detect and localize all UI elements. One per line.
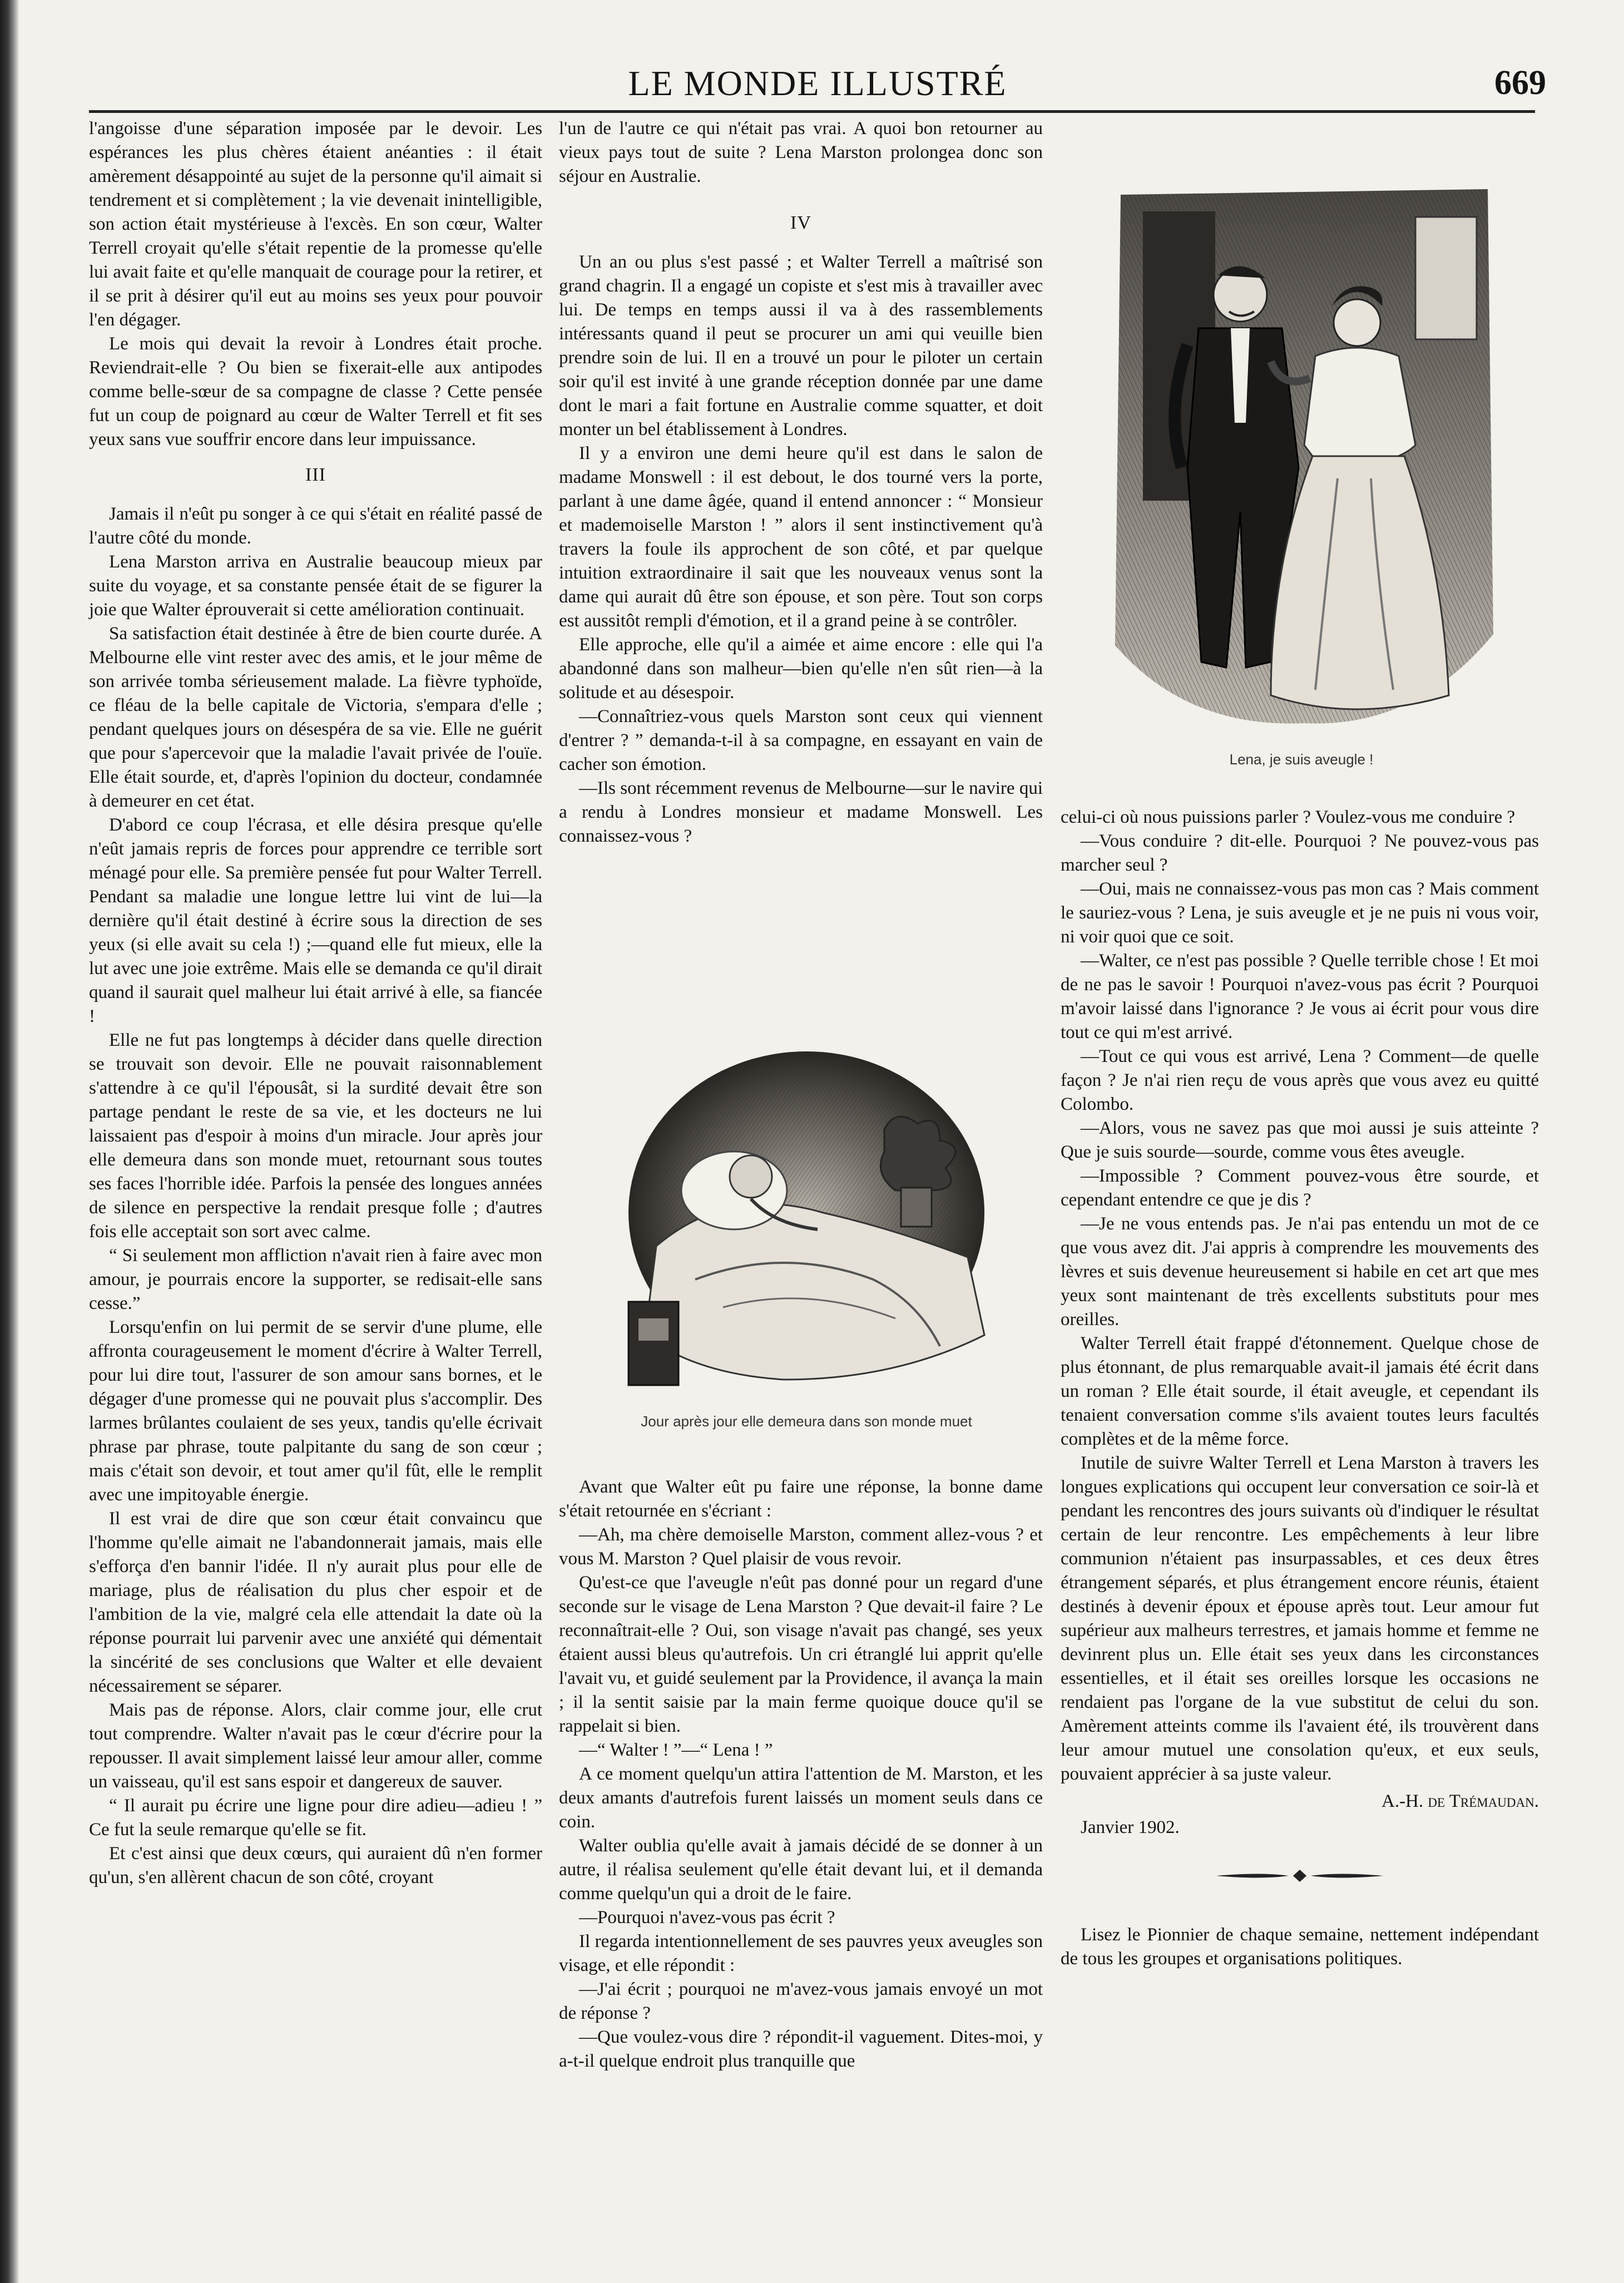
paragraph: Elle ne fut pas longtemps à décider dans quelle direction se trouvait son devoir. Elle ne pouvait raisonnablement s'attendre à ce qu'il l'épousât, si la surdité devait être son partage pendant le reste de sa vie, et les docteurs ne lui laissaient pas d'espoir à moins d'un miracle. Jour après jour elle demeura dans son monde muet, retournant sous toutes ses faces l'horrible idée. Parfois la pensée des longues années de silence en perspective la rendait presque folle ; d'autres fois elle acceptait son sort avec calme. — [89, 1030, 542, 1242]
article-date: Janvier 1902. — [1081, 1817, 1180, 1837]
paragraph: —“ Walter ! ”—“ Lena ! ” — [579, 1740, 773, 1760]
section-heading-iii: III — [305, 464, 326, 485]
paragraph: l'un de l'autre ce qui n'était pas vrai. A quoi bon retourner au vieux pays tout de suite ? Lena Marston prolongea donc son séjour en Australie. — [559, 118, 1043, 186]
paragraph: —Que voulez-vous dire ? répondit-il vaguement. Dites-moi, y a-t-il quelque endroit plus tranquille que — [559, 2027, 1043, 2071]
pionnier-notice — [1061, 1923, 1539, 1971]
paragraph: —Vous conduire ? dit-elle. Pourquoi ? Ne pouvez-vous pas marcher seul ? — [1061, 831, 1539, 875]
paragraph: —Walter, ce n'est pas possible ? Quelle terrible chose ! Et moi de ne pas le savoir ! Pourquoi n'avez-vous pas écrit ? Pourquoi m'avoir laissé dans l'ignorance ? Je vous ai écrit pour vous dire tout ce qui m'est arrivé. — [1061, 951, 1539, 1042]
column-1 — [89, 117, 542, 1890]
page-binding-shadow — [0, 0, 19, 2283]
paragraph: D'abord ce coup l'écrasa, et elle désira presque qu'elle n'eût jamais repris de forces pour apprendre ce terrible sort ménagé pour elle. Sa première pensée fut pour Walter Terrell. Pendant sa maladie une longue lettre lui vint de lui—la dernière qu'il était destiné à écrire sous la direction de ses yeux (si elle avait su cela !) ;—quand elle fut mieux, elle la lut avec une joie extrême. Mais elle se demanda ce qu'il dirait quand il saurait quel malheur lui était arrivé à elle, sa fiancée ! — [89, 815, 542, 1026]
illustration-sickbed — [584, 1046, 1029, 1407]
paragraph: A ce moment quelqu'un attira l'attention de M. Marston, et les deux amants d'autrefois furent laissés un moment seuls dans ce coin. — [559, 1764, 1043, 1832]
ornament-divider-icon — [1216, 1867, 1383, 1884]
section-heading-iv: IV — [790, 213, 811, 233]
column-2-bottom — [559, 1475, 1043, 2073]
paragraph: Lorsqu'enfin on lui permit de se servir d'une plume, elle affronta courageusement le moment d'écrire à Walter Terrell, pour lui dire tout, l'assurer de son amour sans bornes, et le dégager d'une promesse qui ne pouvait plus s'accomplir. Des larmes brûlantes coulaient de ses yeux, tandis qu'elle écrivait phrase par phrase, toute palpitante du sang de son cœur ; mais c'était son devoir, et tout amer qu'il fût, elle le remplit avec une impitoyable énergie. — [89, 1317, 542, 1505]
paragraph: Jamais il n'eût pu songer à ce qui s'était en réalité passé de l'autre côté du monde. — [89, 504, 542, 548]
page-number: 669 — [1494, 64, 1546, 102]
paragraph: Inutile de suivre Walter Terrell et Lena Marston à travers les longues explications qui occupent leur conversation ce soir-là et pendant les rencontres des jours suivants où d'indiquer le résultat certain de leur rencontre. Les empêchements à leur libre communion n'étaient pas insurpassables, et ces deux êtres étrangement séparés, et plus étrangement encore réunis, étaient destinés à devenir époux et épouse après tout. Leur amour fut supérieur aux malheurs terrestres, et jamais homme et femme ne devinrent plus un. Elle était ses yeux dans les circonstances essentielles, et il était ses oreilles lorsque les occasions ne rendaient pas l'organe de la vue substitut de celui du son. Amèrement atteints comme ils l'avaient été, ils trouvèrent dans leur amour mutuel une consolation qu'eux, et eux seuls, pouvaient apprécier à sa juste valeur. — [1061, 1453, 1539, 1784]
reception-engraving — [1104, 178, 1499, 734]
paragraph: l'angoisse d'une séparation imposée par le devoir. Les espérances les plus chères étaient anéanties : il était amèrement désappointé au sujet de la personne qu'il aimait si tendrement et si complètement ; la vie devenait inintelligible, son action était mystérieuse à l'excès. En son cœur, Walter Terrell croyait qu'elle s'était repentie de la promesse qu'elle lui avait faite et qu'elle manquait de courage pour la retirer, et il se prit à désirer qu'il eut au moins ses yeux pour pouvoir l'en dégager. — [89, 118, 542, 330]
paragraph: Il est vrai de dire que son cœur était convaincu que l'homme qu'elle aimait ne l'abandonnerait jamais, mais elle s'efforça d'en bannir l'idée. Il n'y aurait plus pour elle de mariage, plus de réalisation du plus cher espoir et de l'ambition de la vie, malgré cela elle attendait la date où la réponse pourrait lui parvenir avec une anxiété qui démentait la sincérité de ses conclusions que Walter et elle devaient nécessairement se séparer. — [89, 1509, 542, 1696]
masthead-title: LE MONDE ILLUSTRÉ — [628, 63, 1007, 103]
notice-text: Lisez le Pionnier de chaque semaine, nettement indépendant de tous les groupes et organisations politiques. — [1061, 1925, 1539, 1969]
paragraph: —Je ne vous entends pas. Je n'ai pas entendu un mot de ce que vous avez dit. J'ai appris à comprendre les mouvements des lèvres et suis devenue heureusement si habile en cet art que mes yeux sont maintenant de très excellents substituts pour mes oreilles. — [1061, 1214, 1539, 1330]
illustration-reception — [1104, 178, 1499, 734]
paragraph: Qu'est-ce que l'aveugle n'eût pas donné pour un regard d'une seconde sur le visage de Lena Marston ? Que devait-il faire ? Le reconnaîtrait-elle ? Oui, son visage n'avait pas changé, ses yeux étaient aussi bleus qu'autrefois. Un cri étranglé lui apprit qu'elle l'avait vu, et guidé seulement par la Providence, il avança la main ; il la sentit saisie par la main ferme quoique douce qu'il se rappelait si bien. — [559, 1573, 1043, 1736]
column-3 — [1061, 806, 1539, 1971]
paragraph: Il regarda intentionnellement de ses pauvres yeux aveugles son visage, et elle répondit : — [559, 1931, 1043, 1975]
illustration-caption-top: Lena, je suis aveugle ! — [1229, 751, 1374, 768]
paragraph: —Pourquoi n'avez-vous pas écrit ? — [579, 1908, 835, 1928]
paragraph: celui-ci où nous puissions parler ? Voulez-vous me conduire ? — [1061, 807, 1516, 827]
paragraph: Sa satisfaction était destinée à être de bien courte durée. A Melbourne elle vint rester avec des amis, et le jour même de son arrivée tomba sérieusement malade. La fièvre typhoïde, ce fléau de la belle capitale de Victoria, s'empara d'elle ; pendant quelques jours on désespéra de sa vie. Elle ne guérit que pour s'apercevoir que la maladie l'avait privée de l'ouïe. Elle était sourde, et, d'après l'opinion du docteur, condamnée à demeurer en cet état. — [89, 624, 542, 811]
paragraph: Elle approche, elle qu'il a aimée et aime encore : elle qui l'a abandonné dans son malheur—bien qu'elle n'en sût rien—à la solitude et au désespoir. — [559, 635, 1043, 703]
paragraph: Mais pas de réponse. Alors, clair comme jour, elle crut tout comprendre. Walter n'avait pas le cœur d'écrire pour la repousser. Il avait simplement laissé leur amour aller, comme un vaisseau, qu'il est sans espoir et dangereux de sauver. — [89, 1700, 542, 1792]
paragraph: “ Si seulement mon affliction n'avait rien à faire avec mon amour, je pourrais encore la supporter, se redisait-elle sans cesse.” — [89, 1246, 542, 1313]
paragraph: —Connaîtriez-vous quels Marston sont ceux qui viennent d'entrer ? ” demanda-t-il à sa compagne, en essayant en vain de cacher son émotion. — [559, 706, 1043, 774]
paragraph: Lena Marston arriva en Australie beaucoup mieux par suite du voyage, et sa constante pensée était de se figurer la joie que Walter éprouverait si cette amélioration continuait. — [89, 552, 542, 620]
column-2-top — [559, 117, 1043, 848]
paragraph: —Oui, mais ne connaissez-vous pas mon cas ? Mais comment le sauriez-vous ? Lena, je suis aveugle et je ne puis ni vous voir, ni voir quoi que ce soit. — [1061, 879, 1539, 947]
paragraph: —Impossible ? Comment pouvez-vous être sourde, et cependant entendre ce que je dis ? — [1061, 1166, 1539, 1210]
paragraph: Il y a environ une demi heure qu'il est dans le salon de madame Monswell : il est debout, le dos tourné vers la porte, parlant à une dame âgée, quand il entend annoncer : “ Monsieur et mademoiselle Marston ! ” alors il sent instinctivement qu'à travers la foule ils approchent de son côté, et par quelque intuition extraordinaire il sait que les nouveaux venus sont la dame qui aurait dû être son épouse, et son père. Tout son corps est aussitôt rempli d'émotion, et il a grand peine à se contrôler. — [559, 443, 1043, 631]
paragraph: —Ah, ma chère demoiselle Marston, comment allez-vous ? et vous M. Marston ? Quel plaisir de vous revoir. — [559, 1525, 1043, 1569]
paragraph: “ Il aurait pu écrire une ligne pour dire adieu—adieu ! ” Ce fut la seule remarque qu'elle se fit. — [89, 1796, 542, 1840]
paragraph: —Alors, vous ne savez pas que moi aussi je suis atteinte ? Que je suis sourde—sourde, comme vous êtes aveugle. — [1061, 1118, 1539, 1162]
paragraph: —Ils sont récemment revenus de Melbourne—sur le navire qui a rendu à Londres monsieur et madame Monswell. Les connaissez-vous ? — [559, 778, 1043, 846]
paragraph: —J'ai écrit ; pourquoi ne m'avez-vous jamais envoyé un mot de réponse ? — [559, 1979, 1043, 2023]
paragraph: Avant que Walter eût pu faire une réponse, la bonne dame s'était retournée en s'écriant : — [559, 1477, 1043, 1521]
paragraph: —Tout ce qui vous est arrivé, Lena ? Comment—de quelle façon ? Je n'ai rien reçu de vous après que vous avez eu quitté Colombo. — [1061, 1046, 1539, 1114]
author-signature: A.-H. de Trémaudan. — [1381, 1791, 1539, 1811]
paragraph: Le mois qui devait la revoir à Londres était proche. Reviendrait-elle ? Ou bien se fixerait-elle aux antipodes comme belle-sœur de sa compagne de classe ? Cette pensée fut un coup de poignard au cœur de Walter Terrell et fit ses yeux sans vue souffrir encore dans leur impuissance. — [89, 334, 542, 449]
sickbed-engraving — [584, 1046, 1029, 1407]
header-rule — [89, 110, 1535, 113]
paragraph: Walter oublia qu'elle avait à jamais décidé de se donner à un autre, il réalisa seulement qu'elle était devant lui, et il demanda comme quelqu'un qui a droit de le faire. — [559, 1836, 1043, 1904]
paragraph: Walter Terrell était frappé d'étonnement. Quelque chose de plus étonnant, de plus remarquable avait-il jamais été écrit dans un roman ? Elle était sourde, il était aveugle, et cependant ils tenaient conversation comme s'ils avaient toutes leurs facultés complètes et de la même force. — [1061, 1333, 1539, 1449]
paragraph: Et c'est ainsi que deux cœurs, qui auraient dû n'en former qu'un, s'en allèrent chacun de son côté, croyant — [89, 1844, 542, 1887]
illustration-caption-middle: Jour après jour elle demeura dans son monde muet — [641, 1413, 972, 1430]
paragraph: Un an ou plus s'est passé ; et Walter Terrell a maîtrisé son grand chagrin. Il a engagé un copiste et s'est mis à travailler avec lui. De temps en temps aussi il va à des rassemblements intéressants quand il peut se procurer un ami qui veuille bien prendre soin de lui. Il en a trouvé un pour le piloter un certain soir qu'il est invité à une grande réception donnée par une dame dont le mari a fait fortune en Australie comme squatter, et doit monter un bel établissement à Londres. — [559, 252, 1043, 439]
